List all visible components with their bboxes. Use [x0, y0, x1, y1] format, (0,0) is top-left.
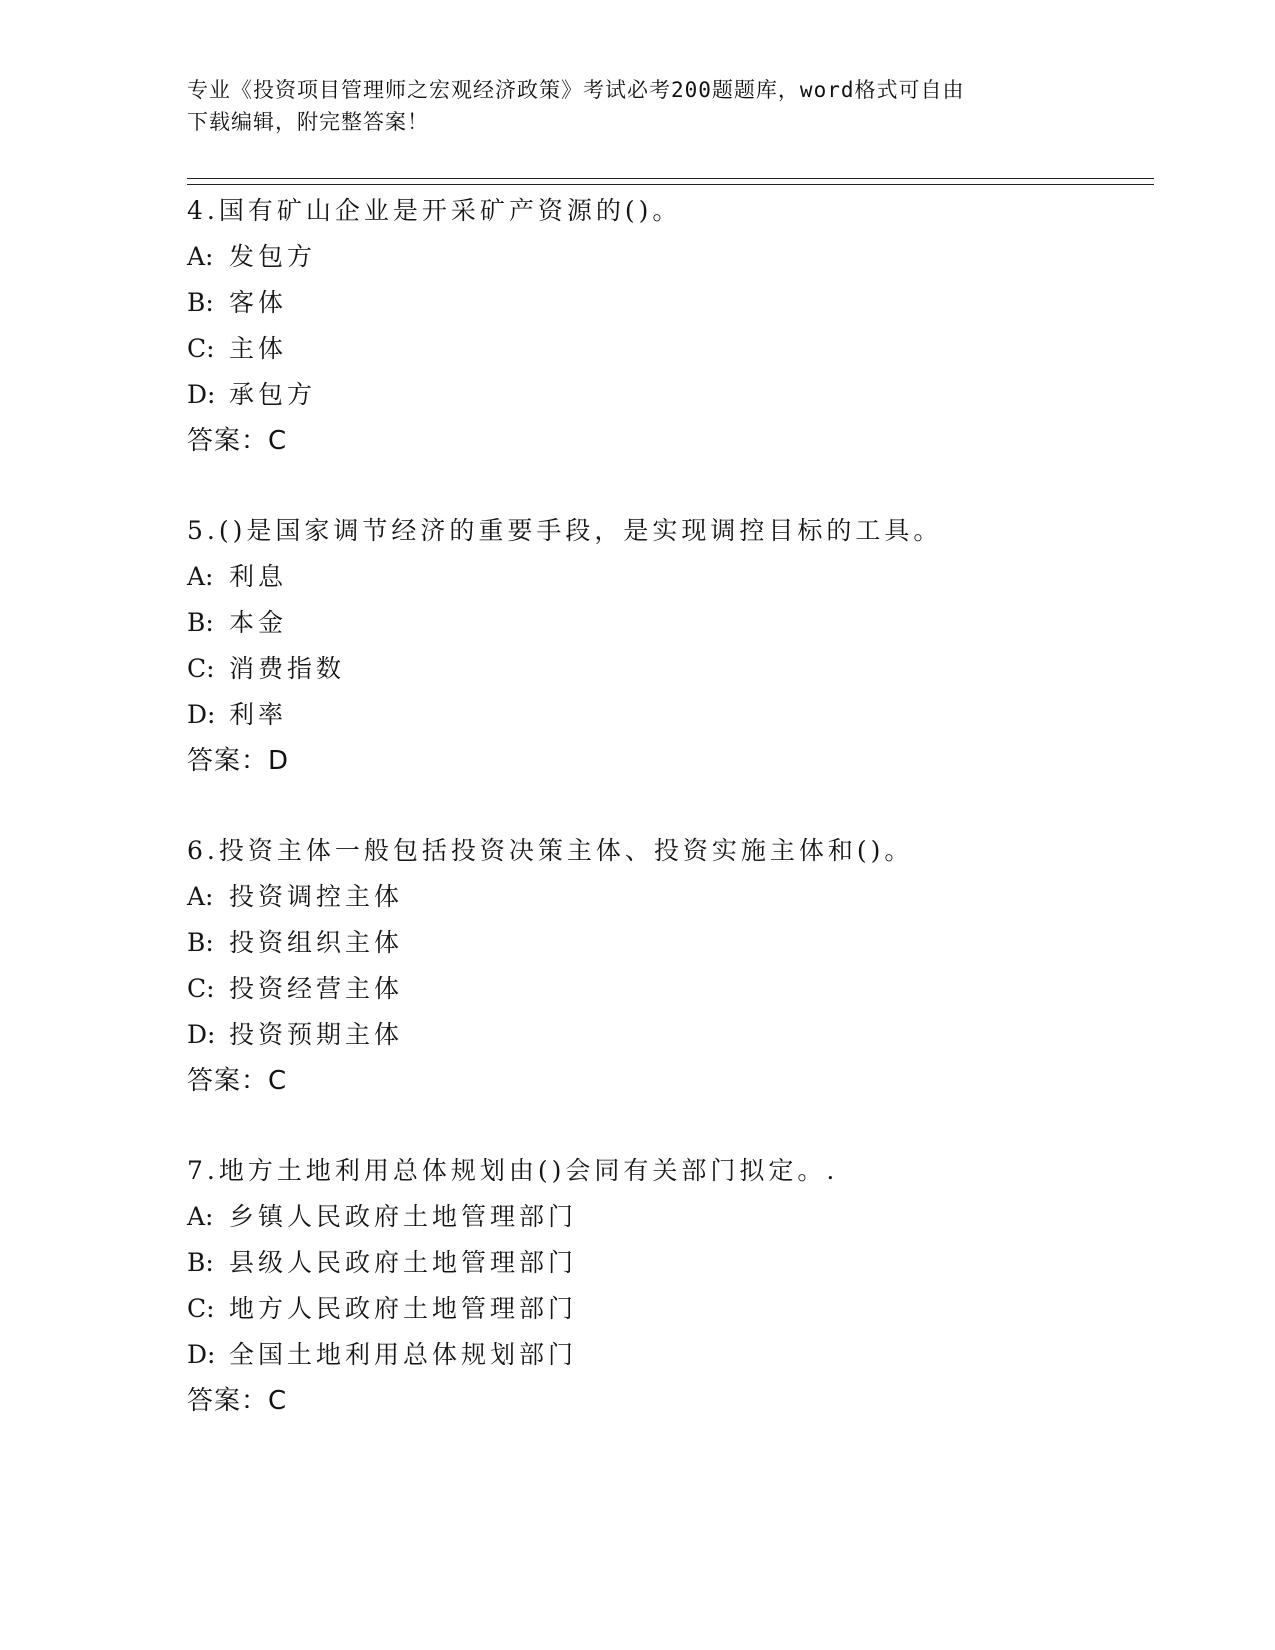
option-c	[187, 1286, 1147, 1332]
option-text: 客体	[229, 288, 288, 317]
option-text: 消费指数	[229, 654, 346, 683]
option-letter: B:	[187, 1248, 214, 1277]
option-text: 地方人民政府土地管理部门	[229, 1294, 578, 1323]
option-d	[187, 372, 1147, 418]
answer-line: 答案：C	[187, 1386, 288, 1416]
option-text: 承包方	[229, 380, 317, 409]
option-letter: A:	[187, 562, 214, 591]
question-5	[187, 508, 1147, 828]
option-text: 全国土地利用总体规划部门	[229, 1340, 578, 1369]
option-letter: D:	[187, 1340, 216, 1369]
header-divider	[187, 178, 1154, 185]
option-text: 投资预期主体	[229, 1020, 404, 1049]
option-letter: D:	[187, 700, 216, 729]
question-list	[187, 188, 1147, 1468]
option-text: 投资经营主体	[229, 974, 404, 1003]
option-letter: D:	[187, 380, 216, 409]
question-stem: 4.国有矿山企业是开采矿产资源的()。	[187, 196, 682, 225]
option-b	[187, 600, 1147, 646]
option-letter: A:	[187, 242, 214, 271]
option-text: 投资调控主体	[229, 882, 404, 911]
option-a	[187, 234, 1147, 280]
header-line-1: 专业《投资项目管理师之宏观经济政策》考试必考200题题库，word格式可自由	[187, 78, 965, 102]
option-d	[187, 692, 1147, 738]
option-letter: C:	[187, 334, 215, 363]
answer-line: 答案：C	[187, 1066, 288, 1096]
option-b	[187, 280, 1147, 326]
option-d	[187, 1332, 1147, 1378]
option-letter: C:	[187, 654, 215, 683]
option-letter: B:	[187, 608, 214, 637]
option-text: 主体	[229, 334, 288, 363]
question-4	[187, 188, 1147, 508]
option-letter: D:	[187, 1020, 216, 1049]
answer-line: 答案：C	[187, 426, 288, 456]
option-text: 利息	[229, 562, 288, 591]
question-stem: 7.地方土地利用总体规划由()会同有关部门拟定。.	[187, 1156, 839, 1185]
option-b	[187, 1240, 1147, 1286]
option-text: 乡镇人民政府土地管理部门	[229, 1202, 578, 1231]
option-c	[187, 966, 1147, 1012]
option-text: 县级人民政府土地管理部门	[229, 1248, 578, 1277]
option-d	[187, 1012, 1147, 1058]
option-text: 发包方	[229, 242, 317, 271]
option-b	[187, 920, 1147, 966]
header-line-2: 下载编辑，附完整答案！	[187, 110, 429, 134]
answer-line: 答案：D	[187, 746, 290, 776]
option-c	[187, 646, 1147, 692]
option-a	[187, 874, 1147, 920]
option-letter: B:	[187, 928, 214, 957]
option-a	[187, 554, 1147, 600]
option-text: 利率	[229, 700, 288, 729]
option-text: 投资组织主体	[229, 928, 404, 957]
question-stem: 5.()是国家调节经济的重要手段，是实现调控目标的工具。	[187, 516, 943, 545]
option-a	[187, 1194, 1147, 1240]
option-letter: C:	[187, 1294, 215, 1323]
option-c	[187, 326, 1147, 372]
question-7	[187, 1148, 1147, 1468]
option-letter: B:	[187, 288, 214, 317]
option-letter: A:	[187, 1202, 214, 1231]
option-text: 本金	[229, 608, 288, 637]
question-6	[187, 828, 1147, 1148]
option-letter: C:	[187, 974, 215, 1003]
option-letter: A:	[187, 882, 214, 911]
question-stem: 6.投资主体一般包括投资决策主体、投资实施主体和()。	[187, 836, 914, 865]
document-header	[187, 74, 1077, 138]
